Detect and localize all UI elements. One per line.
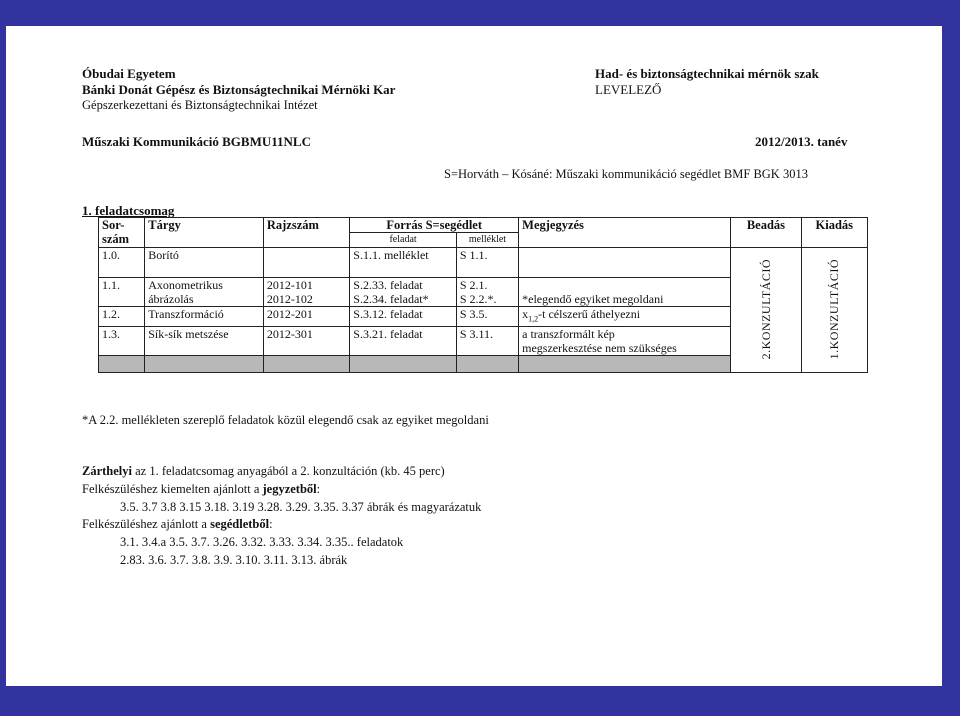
table-header-row	[99, 218, 868, 233]
cell-megjegyzes: *elegendő egyiket megoldani	[519, 278, 731, 307]
cell-melleklet: S 2.1. S 2.2.*.	[456, 278, 518, 307]
header-targy: Tárgy	[145, 218, 264, 248]
beadas-vertical-label: 2.KONZULTÁCIÓ	[758, 258, 773, 359]
exam-notes-figures: 3.5. 3.7 3.8 3.15 3.18. 3.19 3.28. 3.29. 3.35. 3.37 ábrák és magyarázatuk	[120, 500, 482, 514]
exam-notes-recommendation: Felkészüléshez kiemelten ajánlott a jegyzetből:	[82, 482, 321, 496]
cell-targy: Sík-sík metszése	[145, 327, 264, 356]
header-beadas: Beadás	[731, 218, 801, 248]
exam-guide-tasks: 3.1. 3.4.a 3.5. 3.7. 3.26. 3.32. 3.33. 3.34. 3.35.. feladatok	[120, 535, 404, 549]
institute-name: Gépszerkezettani és Biztonságtechnikai Intézet	[82, 98, 318, 112]
header-megjegyzes: Megjegyzés	[519, 218, 731, 248]
header-forras: Forrás S=segédlet	[350, 218, 519, 233]
study-mode: LEVELEZŐ	[595, 82, 662, 97]
cell-targy: Axonometrikus ábrázolás	[145, 278, 264, 307]
footnote: *A 2.2. mellékleten szereplő feladatok közül elegendő csak az egyiket megoldani	[82, 413, 489, 427]
cell-targy: Transzformáció	[145, 307, 264, 327]
course-title: Műszaki Kommunikáció BGBMU11NLC	[82, 134, 311, 149]
kiadas-vertical-label: 1.KONZULTÁCIÓ	[827, 258, 842, 359]
task-table	[98, 217, 868, 373]
cell-megjegyzes: a transzformált kép megszerkesztése nem szükséges	[519, 327, 731, 356]
cell-feladat: S.1.1. melléklet	[350, 248, 457, 278]
header-kiadas: Kiadás	[801, 218, 867, 248]
cell-melleklet: S 3.11.	[456, 327, 518, 356]
cell-no: 1.0.	[99, 248, 145, 278]
cell-no: 1.1.	[99, 278, 145, 307]
cell-rajz: 2012-301	[263, 327, 349, 356]
cell-no: 1.2.	[99, 307, 145, 327]
academic-year: 2012/2013. tanév	[755, 134, 848, 149]
header-forras-feladat: feladat	[350, 233, 457, 248]
exam-guide-recommendation: Felkészüléshez ajánlott a segédletből:	[82, 517, 273, 531]
exam-guide-figures: 2.83. 3.6. 3.7. 3.8. 3.9. 3.10. 3.11. 3.13. ábrák	[120, 553, 348, 567]
table-row	[99, 248, 868, 278]
exam-title: Zárthelyi az 1. feladatcsomag anyagából a 2. konzultáción (kb. 45 perc)	[82, 464, 445, 478]
university-name: Óbudai Egyetem	[82, 66, 176, 81]
cell-melleklet: S 3.5.	[456, 307, 518, 327]
faculty-name: Bánki Donát Gépész és Biztonságtechnikai Mérnöki Kar	[82, 82, 396, 97]
program-name: Had- és biztonságtechnikai mérnök szak	[595, 66, 819, 81]
cell-megjegyzes: $x_{1,2}-t$ célszerű áthelyezni	[519, 307, 731, 327]
cell-feladat: S.2.33. feladat S.2.34. feladat*	[350, 278, 457, 307]
cell-rajz: 2012-101 2012-102	[263, 278, 349, 307]
cell-no: 1.3.	[99, 327, 145, 356]
cell-megjegyzes	[519, 248, 731, 278]
cell-rajz	[263, 248, 349, 278]
cell-melleklet: S 1.1.	[456, 248, 518, 278]
cell-targy: Borító	[145, 248, 264, 278]
beadas-vertical-cell	[731, 248, 801, 373]
section-title: 1. feladatcsomag	[82, 203, 175, 218]
kiadas-vertical-cell	[801, 248, 867, 373]
header-sorszam: Sor- szám	[99, 218, 145, 248]
document-page	[6, 26, 942, 686]
cell-feladat: S.3.21. feladat	[350, 327, 457, 356]
reference-note: S=Horváth – Kósáné: Műszaki kommunikáció segédlet BMF BGK 3013	[444, 167, 808, 181]
header-forras-melleklet: melléklet	[456, 233, 518, 248]
cell-feladat: S.3.12. feladat	[350, 307, 457, 327]
header-rajzszam: Rajzszám	[263, 218, 349, 248]
cell-rajz: 2012-201	[263, 307, 349, 327]
